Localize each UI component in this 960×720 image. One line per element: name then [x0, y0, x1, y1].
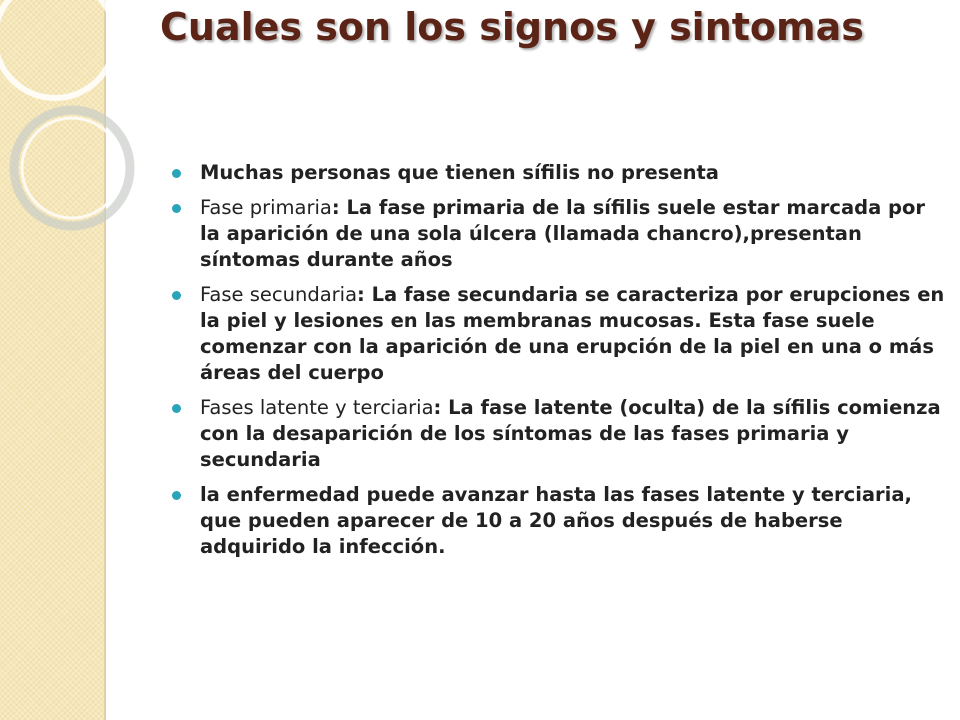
bullet-item: [158, 482, 948, 560]
bullet-lead: Fase secundaria: [200, 283, 358, 306]
bullet-marker: [172, 204, 181, 213]
bullet-item: [158, 195, 948, 273]
bullet-marker: [172, 169, 181, 178]
bullet-item: [158, 282, 948, 386]
bullet-list: [158, 160, 948, 569]
bullet-text: : La fase secundaria se caracteriza por erupciones en la piel y lesiones en las membranas mucosas. Esta fase suele comenzar con la aparición de una erupción de la piel en una o más áreas del cuerpo: [200, 283, 945, 384]
bullet-marker: [172, 291, 181, 300]
bullet-marker: [172, 491, 181, 500]
bullet-text: : La fase latente (oculta) de la sífilis comienza con la desaparición de los síntomas de las fases primaria y secundaria: [200, 396, 941, 471]
bullet-lead: Fase primaria: [200, 196, 332, 219]
bullet-marker: [172, 404, 181, 413]
bullet-item: [158, 395, 948, 473]
bullet-text: : La fase primaria de la sífilis suele estar marcada por la aparición de una sola úlcera (llamada chancro),presentan síntomas durante años: [200, 196, 926, 271]
bullet-text: la enfermedad puede avanzar hasta las fases latente y terciaria, que pueden aparecer de 10 a 20 años después de haberse adquirido la infección.: [200, 483, 912, 558]
bullet-text: Muchas personas que tienen sífilis no presenta: [200, 161, 719, 184]
slide-title: Cuales son los signos y sintomas: [160, 5, 864, 49]
bullet-item: [158, 160, 948, 186]
bullet-lead: Fases latente y terciaria: [200, 396, 434, 419]
